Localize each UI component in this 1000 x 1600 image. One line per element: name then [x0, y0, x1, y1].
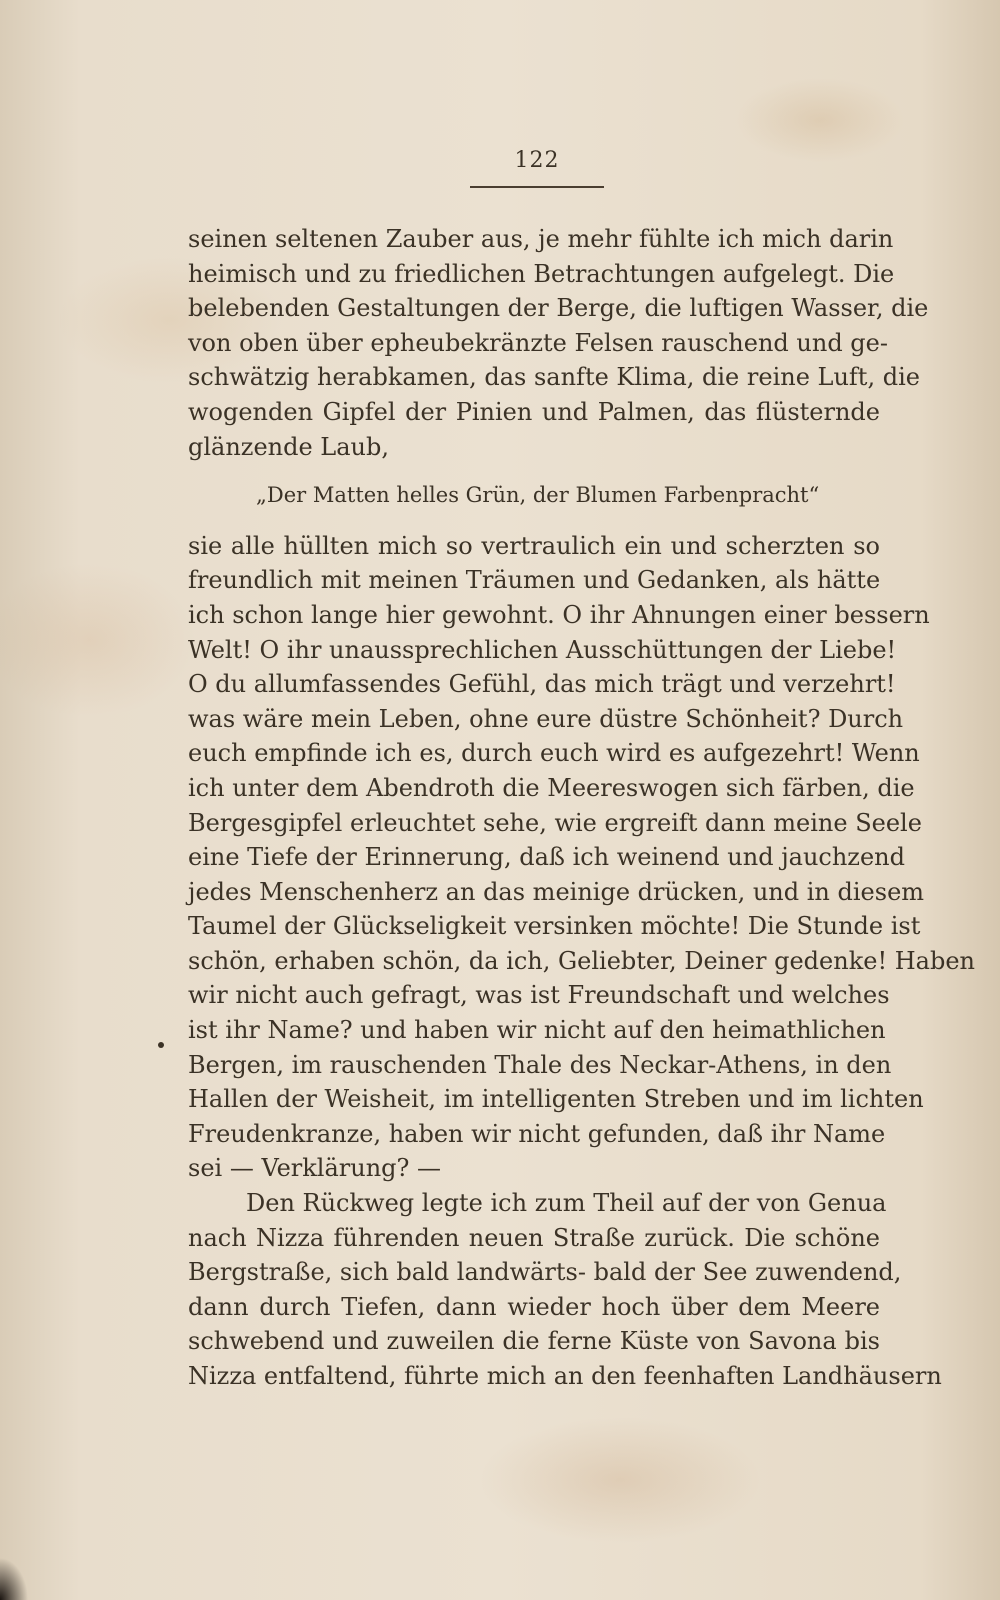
text-line: wir nicht auch gefragt, was ist Freundschaft und welches	[188, 981, 890, 1010]
text-line: seinen seltenen Zauber aus, je mehr fühlte ich mich darin	[188, 225, 894, 253]
page-number: 122	[514, 148, 560, 173]
text-line: schön, erhaben schön, da ich, Geliebter, Deiner gedenke! Haben	[188, 946, 975, 975]
text-line: was wäre mein Leben, ohne eure düstre Schönheit? Durch	[188, 704, 904, 733]
page-corner-shadow	[0, 1540, 36, 1600]
text-line: von oben über epheubekränzte Felsen rauschend und ge-	[188, 328, 888, 357]
text-line: Bergesgipfel erleuchtet sehe, wie ergreift dann meine Seele	[188, 808, 922, 837]
text-line: sie alle hüllten mich so vertraulich ein und scherzten so	[188, 531, 880, 560]
text-line: eine Tiefe der Erinnerung, daß ich weinend und jauchzend	[188, 843, 905, 872]
text-line: glänzende Laub,	[188, 432, 389, 461]
text-line: Taumel der Glückseligkeit versinken möchte! Die Stunde ist	[188, 912, 921, 941]
text-line: freundlich mit meinen Träumen und Gedanken, als hätte	[188, 566, 881, 595]
paragraph-3	[188, 1186, 942, 1394]
text-line: schwebend und zuweilen die ferne Küste von Savona bis	[188, 1327, 880, 1356]
text-line: wogenden Gipfel der Pinien und Palmen, das flüsternde	[188, 397, 880, 426]
paragraph-1	[188, 222, 929, 464]
quotation: „Der Matten helles Grün, der Blumen Farbenpracht“	[256, 483, 820, 508]
text-line: Freudenkranze, haben wir nicht gefunden, daß ihr Name	[188, 1119, 886, 1148]
text-line: euch empfinde ich es, durch euch wird es aufgezehrt! Wenn	[188, 739, 920, 768]
text-line: ist ihr Name? und haben wir nicht auf den heimathlichen	[188, 1016, 886, 1045]
text-line: dann durch Tiefen, dann wieder hoch über dem Meere	[188, 1292, 880, 1321]
text-line: Den Rückweg legte ich zum Theil auf der von Genua	[246, 1189, 887, 1218]
header-rule	[470, 186, 604, 188]
margin-mark	[158, 1042, 164, 1048]
text-line: ich unter dem Abendroth die Meereswogen sich färben, die	[188, 773, 915, 802]
body-text	[188, 222, 975, 1394]
text-line: Welt! O ihr unaussprechlichen Ausschüttungen der Liebe!	[188, 635, 897, 664]
text-line: Nizza entfaltend, führte mich an den feenhaften Landhäusern	[188, 1362, 942, 1390]
text-line: Bergen, im rauschenden Thale des Neckar-Athens, in den	[188, 1050, 892, 1079]
paragraph-2	[188, 529, 975, 1186]
text-line: heimisch und zu friedlichen Betrachtungen aufgelegt. Die	[188, 259, 895, 288]
text-line: belebenden Gestaltungen der Berge, die luftigen Wasser, die	[188, 294, 929, 323]
text-line: jedes Menschenherz an das meinige drücken, und in diesem	[188, 877, 925, 906]
text-line: sei — Verklärung? —	[188, 1154, 442, 1183]
text-line: Hallen der Weisheit, im intelligenten Streben und im lichten	[188, 1085, 924, 1114]
text-line: O du allumfassendes Gefühl, das mich trägt und verzehrt!	[188, 670, 896, 699]
text-line: nach Nizza führenden neuen Straße zurück. Die schöne	[188, 1223, 880, 1252]
text-line: schwätzig herabkamen, das sanfte Klima, die reine Luft, die	[188, 363, 920, 392]
text-line: Bergstraße, sich bald landwärts- bald der See zuwendend,	[188, 1258, 902, 1287]
text-line: ich schon lange hier gewohnt. O ihr Ahnungen einer bessern	[188, 600, 930, 629]
